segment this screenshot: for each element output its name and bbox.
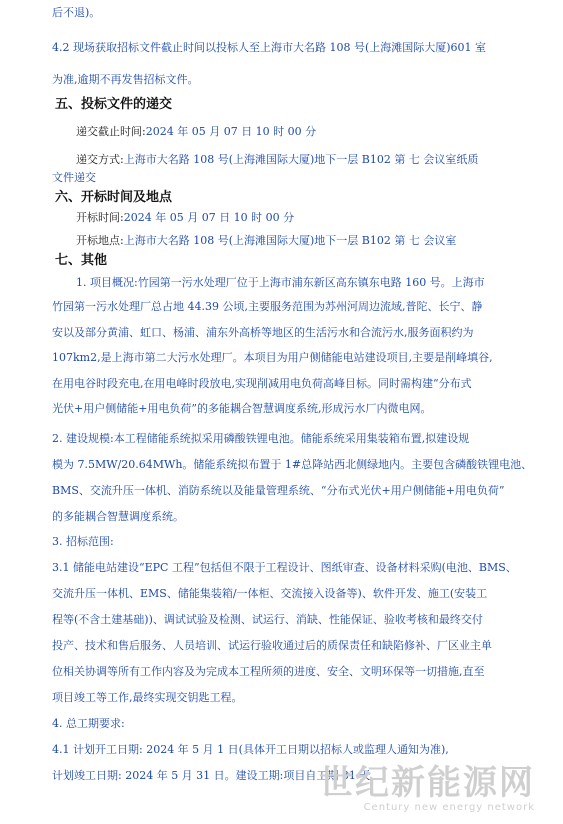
text-line: 4.1 计划开工日期: 2024 年 5 月 1 日(具体开工日期以招标人或监理人通知为准), (52, 743, 449, 756)
submit-method-line (76, 153, 478, 167)
text-line: 在用电谷时段充电,在用电峰时段放电,实现削减用电负荷高峰目标。同时需构建“分布式 (52, 377, 472, 390)
text-line: 的多能耦合智慧调度系统。 (52, 510, 184, 523)
text-line: 4. 总工期要求: (52, 717, 125, 730)
open-place-value: 上海市大名路 108 号(上海滩国际大厦)地下一层 B102 第 七 会议室 (123, 234, 457, 247)
section-heading-6: 六、开标时间及地点 (55, 190, 173, 205)
text-line: BMS、交流升压一体机、消防系统以及能量管理系统、“分布式光伏+用户侧储能+用电负荷” (52, 484, 505, 497)
text-line: 竹园第一污水处理厂总占地 44.39 公顷,主要服务范围为苏州河周边流域,普陀、长宁、静 (52, 300, 483, 313)
open-time-line (76, 211, 294, 225)
text-line: 107km2,是上海市第二大污水处理厂。本项目为用户侧储能电站建设项目,主要是削峰填谷, (52, 351, 493, 364)
text-line: 位相关协调等所有工作内容及为完成本工程所须的进度、安全、文明环保等一切措施,直至 (52, 665, 485, 678)
text-line: 投产、技术和售后服务、人员培训、试运行验收通过后的质保责任和缺陷修补、厂区业主单 (52, 639, 492, 652)
text-line: 为准,逾期不再发售招标文件。 (52, 73, 199, 86)
open-time-value: 2024 年 05 月 07 日 10 时 00 分 (123, 211, 295, 224)
watermark-subtitle: Century new energy network (363, 802, 535, 813)
submit-deadline-line (76, 125, 316, 139)
text-line: 文件递交 (52, 171, 96, 184)
text-line: 2. 建设规模:本工程储能系统拟采用磷酸铁锂电池。储能系统采用集装箱布置,拟建设规 (52, 432, 470, 445)
watermark-title: 世纪新能源网 (319, 763, 535, 803)
submit-method-label: 递交方式: (76, 153, 124, 166)
text-line: 4.2 现场获取招标文件截止时间以投标人至上海市大名路 108 号(上海滩国际大厦)601 室 (52, 41, 487, 54)
text-line: 1. 项目概况:竹园第一污水处理厂位于上海市浦东新区高东镇东电路 160 号。上海市 (76, 276, 485, 289)
text-line: 3. 招标范围: (52, 535, 114, 548)
text-line: 后不退)。 (52, 6, 101, 19)
text-line: 光伏+用户侧储能+用电负荷”的多能耦合智慧调度系统,形成污水厂内微电网。 (52, 402, 432, 415)
text-line: 3.1 储能电站建设“EPC 工程”包括但不限于工程设计、图纸审查、设备材料采购(电池、BMS、 (52, 561, 517, 574)
text-line: 项目竣工等工作,最终实现交钥匙工程。 (52, 691, 243, 704)
text-line: 模为 7.5MW/20.64MWh。储能系统拟布置于 1#总降站西北侧绿地内。主要包含磷酸铁锂电池、 (52, 458, 533, 471)
submit-method-value: 上海市大名路 108 号(上海滩国际大厦)地下一层 B102 第 七 会议室纸质 (123, 153, 479, 166)
site-watermark (319, 764, 535, 814)
section-heading-5: 五、投标文件的递交 (55, 97, 173, 112)
open-time-label: 开标时间: (76, 211, 124, 224)
open-place-line (76, 234, 456, 248)
submit-deadline-label: 递交截止时间: (76, 125, 146, 138)
submit-deadline-value: 2024 年 05 月 07 日 10 时 00 分 (145, 125, 317, 138)
text-line: 交流升压一体机、EMS、储能集装箱/一体柜、交流接入设备等)、软件开发、施工(安装工 (52, 587, 488, 600)
open-place-label: 开标地点: (76, 234, 124, 247)
text-line: 计划竣工日期: 2024 年 5 月 31 日。建设工期:项目自工期 31 天 (52, 769, 371, 782)
section-heading-7: 七、其他 (55, 253, 108, 268)
text-line: 程等(不含土建基础))、调试试验及检测、试运行、消缺、性能保证、验收考核和最终交付 (52, 613, 483, 626)
text-line: 安以及部分黄浦、虹口、杨浦、浦东外高桥等地区的生活污水和合流污水,服务面积约为 (52, 326, 474, 339)
